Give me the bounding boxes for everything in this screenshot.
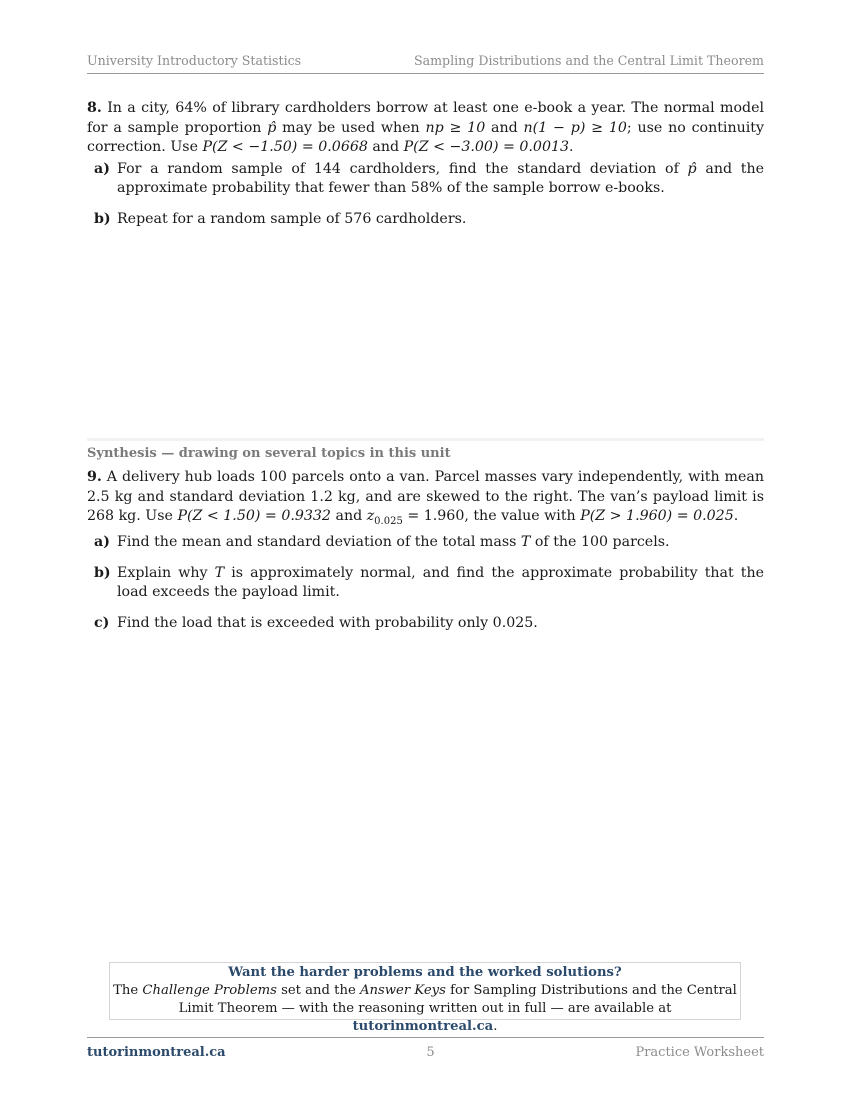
problem-9-part-b: b) Explain why T is approximately normal, and find the approximate probability that the load exceeds the payload limit. — [94, 564, 765, 601]
footer-site[interactable]: tutorinmontreal.ca — [87, 1045, 226, 1060]
problem-number: 8. — [87, 100, 102, 116]
problem-9 — [87, 468, 764, 633]
page-number: 5 — [426, 1045, 435, 1060]
problem-9-part-a: a) Find the mean and standard deviation of the total mass T of the 100 parcels. — [94, 534, 670, 551]
header-course: University Introductory Statistics — [87, 53, 302, 68]
problem-9-stem: 9. A delivery hub loads 100 parcels onto a van. Parcel masses vary independently, with mean 2.5 kg and standard deviation 1.2 kg, and are skewed to the right. The van’s payload limit is 268 kg. Use P(Z < 1.50) = 0.9332 and $z_{0.025} = 1.960$, the value with P(Z > 1.960) = 0.025. — [87, 469, 765, 527]
section-divider — [87, 438, 764, 441]
problem-8 — [87, 99, 764, 229]
section-heading: Synthesis — drawing on several topics in this unit — [87, 446, 451, 461]
problem-8-stem: 8. In a city, 64% of library cardholders borrow at least one e-book a year. The normal model for a sample proportion p̂ may be used when np ≥ 10 and n(1 − p) ≥ 10; use no continuity correction. Use P(Z < −1.50) = 0.0668 and P(Z < −3.00) = 0.0013. — [87, 100, 765, 155]
callout-link[interactable]: tutorinmontreal.ca — [352, 1019, 494, 1034]
footer-doc-type: Practice Worksheet — [635, 1045, 764, 1060]
callout-body: The Challenge Problems set and the Answer Keys for Sampling Distributions and the Central Limit Theorem — with the reasoning written out in full — are available at tutorinmontreal.ca. — [113, 983, 737, 1034]
problem-9-part-c: c) Find the load that is exceeded with probability only 0.025. — [94, 614, 538, 631]
problem-number: 9. — [87, 469, 102, 485]
solutions-callout — [109, 962, 741, 1034]
running-header — [87, 51, 764, 74]
callout-heading: Want the harder problems and the worked solutions? — [228, 965, 622, 980]
problem-8-part-b: b) Repeat for a random sample of 576 cardholders. — [94, 210, 467, 227]
problem-8-part-a: a) For a random sample of 144 cardholders, find the standard deviation of p̂ and the approximate probability that fewer than 58% of the sample borrow e-books. — [94, 160, 764, 196]
page-footer — [87, 1037, 764, 1063]
header-topic: Sampling Distributions and the Central Limit Theorem — [413, 53, 764, 68]
